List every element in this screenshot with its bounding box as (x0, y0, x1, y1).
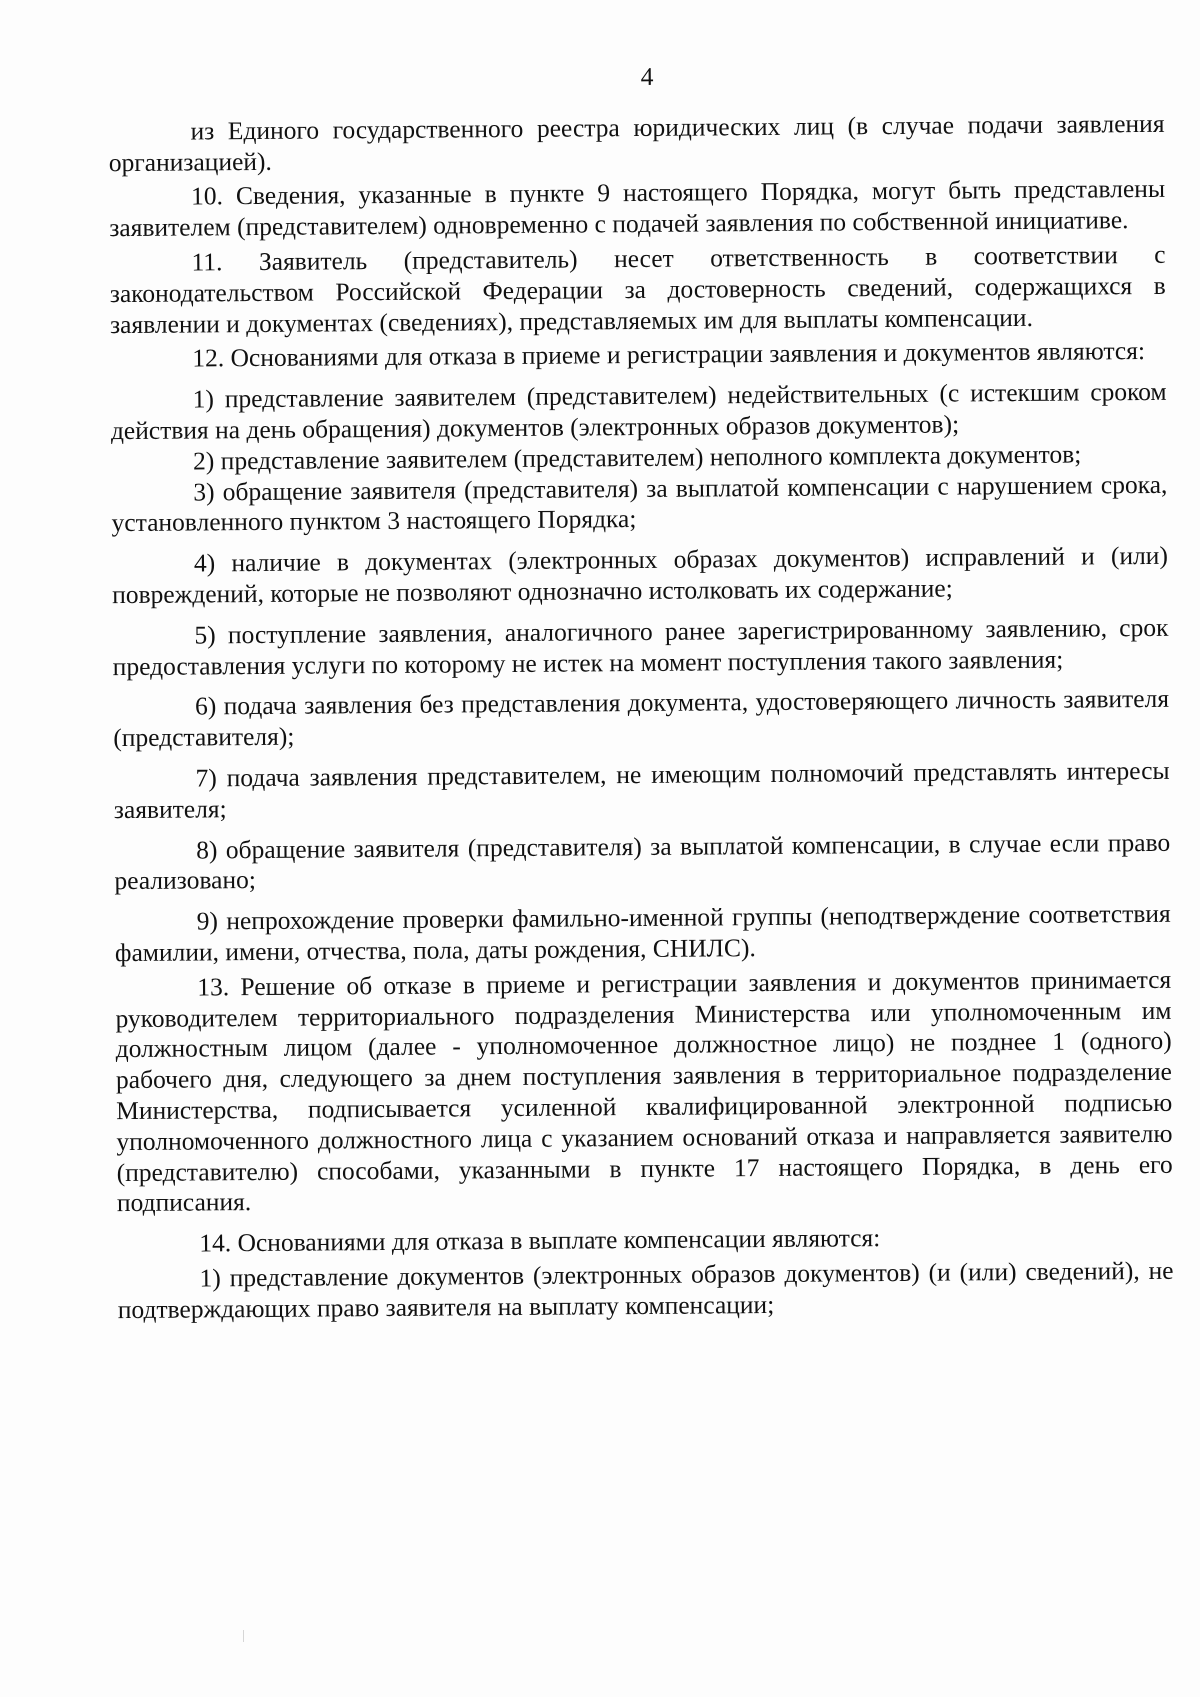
paragraph-11: 11. Заявитель (представитель) несет ответственность в соответствии с законодательством Российской Федерации за достоверность сведений, содержащихся в заявлении и документах (сведениях), представляемых им для выплаты компенсации. (109, 239, 1166, 339)
list-item-12-4: 4) наличие в документах (электронных образах документов) исправлений и (или) повреждений, которые не позволяют однозначно истолковать их содержание; (112, 540, 1169, 610)
list-item-12-8: 8) обращение заявителя (представителя) за выплатой компенсации, в случае если право реализовано; (114, 827, 1171, 896)
list-item-12-5: 5) поступление заявления, аналогичного ранее зарегистрированному заявлению, срок предоставления услуги по которому не истек на момент поступления такого заявления; (112, 612, 1169, 681)
list-item-12-7: 7) подача заявления представителем, не имеющим полномочий представлять интересы заявителя; (113, 755, 1170, 824)
paragraph-13: 13. Решение об отказе в приеме и регистрации заявления и документов принимается руководителем территориального подразделения Министерства или уполномоченным им должностным лицом (далее - уполномоченное должностное лицо) не позднее 1 (одного) рабочего дня, следующего за днем поступления заявления в территориальное подразделение Министерства, подписывается усиленной квалифицированной электронной подписью уполномоченного должностного лица с указанием оснований отказа и направляется заявителю (представителю) способами, указанными в пункте 17 настоящего Порядка, в день его подписания. (115, 964, 1173, 1218)
list-item-14-1: 1) представление документов (электронных образов документов) (и (или) сведений), не подтверждающих право заявителя на выплату компенсации; (117, 1255, 1174, 1324)
paragraph-continuation: из Единого государственного реестра юридических лиц (в случае подачи заявления организацией). (108, 108, 1165, 177)
paragraph-12: 12. Основаниями для отказа в приеме и регистрации заявления и документов являются: (192, 336, 1146, 373)
list-item-12-1: 1) представление заявителем (представителем) недействительных (с истекшим сроком действия на день обращения) документов (электронных образов документов); (110, 377, 1167, 446)
list-item-12-9: 9) непрохождение проверки фамильно-именной группы (неподтверждение соответствия фамилии, имени, отчества, пола, даты рождения, СНИЛС). (114, 898, 1171, 968)
page-number: 4 (640, 61, 654, 91)
list-item-12-2: 2) представление заявителем (представителем) неполного комплекта документов; (193, 439, 1082, 476)
paragraph-10: 10. Сведения, указанные в пункте 9 настоящего Порядка, могут быть представлены заявителем (представителем) одновременно с подачей заявления по собственной инициативе. (109, 174, 1166, 243)
page-content (108, 58, 1174, 1326)
list-item-12-6: 6) подача заявления без представления документа, удостоверяющего личность заявителя (представителя); (113, 684, 1170, 753)
scan-artifact (243, 1630, 244, 1642)
list-item-12-3: 3) обращение заявителя (представителя) за выплатой компенсации с нарушением срока, установленного пунктом 3 настоящего Порядка; (111, 469, 1168, 538)
paragraph-14: 14. Основаниями для отказа в выплате компенсации являются: (199, 1223, 881, 1258)
